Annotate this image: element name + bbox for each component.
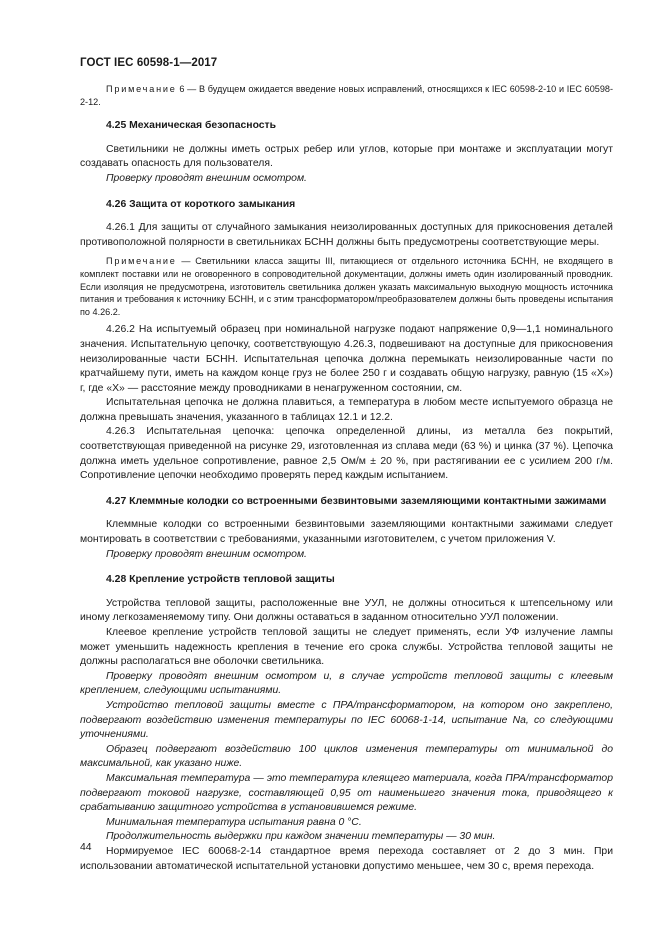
paragraph-italic: Максимальная температура — это температура клеящего материала, когда ПРА/трансформатор подвергают токовой нагрузке, составляющей 0,95 от наименьшего значения тока, приводящего к срабатыванию защитного устройства в установившемся режиме.	[80, 772, 613, 814]
note-text: 6 — В будущем ожидается введение новых исправлений, относящихся к IEC 60598-2-10 и IEC 60598-2-12.	[80, 84, 613, 107]
paragraph: 4.26.2 На испытуемый образец при номинальной нагрузке подают напряжение 0,9—1,1 номинального значения. Испытательную цепочку, соответствующую 4.26.3, подвешивают на доступные для прикосновения неизолированные части БСНН. Испытательная цепочка должна перемыкать неизолированные части по кратчайшему пути, иметь на каждом конце груз не более 250 г и создавать общую нагрузку, равную (15 «X») г, где «X» — расстояние между проводниками в ненагруженном состоянии, см.	[80, 324, 613, 394]
paragraph: Светильники не должны иметь острых ребер или углов, которые при монтаже и эксплуатации могут создавать опасность для пользователя.	[80, 143, 613, 170]
paragraph-italic: Устройство тепловой защиты вместе с ПРА/трансформатором, на котором оно закреплено, подвергают воздействию изменения температуры по IEC 60068-1-14, испытание Na, со следующими уточнениями.	[80, 699, 613, 741]
paragraph: Устройства тепловой защиты, расположенные вне УУЛ, не должны относиться к штепсельному или иному легкозаменяемому типу. Они должны оставаться в заданном относительно УУЛ положении.	[80, 597, 613, 624]
section-heading-4-28: 4.28 Крепление устройств тепловой защиты	[106, 574, 335, 586]
section-heading-4-26: 4.26 Защита от короткого замыкания	[106, 198, 296, 210]
paragraph-italic: Минимальная температура испытания равна 0 °С.	[106, 816, 362, 828]
paragraph: Клеммные колодки со встроенными безвинтовыми заземляющими контактными зажимами следует монтировать в соответствии с требованиями, указанными изготовителем, с учетом приложения V.	[80, 519, 613, 546]
note-label: Примечание	[106, 256, 177, 267]
paragraph: Нормируемое IEC 60068-2-14 стандартное время перехода составляет от 2 до 3 мин. При использовании автоматической испытательной установки допустимо меньшее, чем 30 с, время перехода.	[80, 845, 613, 872]
note-6	[80, 83, 613, 108]
page-header: ГОСТ IEC 60598-1—2017	[80, 57, 218, 69]
paragraph-italic: Образец подвергают воздействию 100 циклов изменения температуры от минимальной до максимальной, как указано ниже.	[80, 743, 613, 770]
paragraph-italic: Продолжительность выдержки при каждом значении температуры — 30 мин.	[106, 831, 496, 843]
paragraph-italic: Проверку проводят внешним осмотром.	[106, 548, 307, 560]
note	[80, 255, 613, 318]
paragraph: 4.26.3 Испытательная цепочка: цепочка определенной длины, из металла без покрытий, соответствующая приведенной на рисунке 29, изготовленная из сплава меди (63 %) и цинка (37 %). Цепочка должна иметь удельное сопротивление, равное 2,5 Ом/м ± 20 %, при растягивании ее с усилием 200 г/м. Сопротивление цепочки необходимо проверять перед каждым испытанием.	[80, 426, 613, 482]
paragraph: Клеевое крепление устройств тепловой защиты не следует применять, если УФ излучение лампы может уменьшить надежность крепления в течение его срока службы. Устройства тепловой защиты не должны располагаться вне оболочки светильника.	[80, 627, 613, 668]
section-heading-4-25: 4.25 Механическая безопасность	[106, 120, 277, 132]
section-heading-4-27: 4.27 Клеммные колодки со встроенными безвинтовыми заземляющими контактными зажимами	[106, 495, 607, 507]
page-number: 44	[80, 842, 92, 853]
paragraph-italic: Проверку проводят внешним осмотром и, в случае устройств тепловой защиты с клеевым креплением, следующими испытаниями.	[80, 670, 613, 697]
note-label: Примечание	[106, 84, 177, 94]
paragraph: Испытательная цепочка не должна плавиться, а температура в любом месте испытуемого образца не должна превышать значения, указанного в таблицах 12.1 и 12.2.	[80, 397, 613, 423]
paragraph-italic: Проверку проводят внешним осмотром.	[106, 172, 307, 184]
note-text: — Светильники класса защиты III, питающиеся от отдельного источника БСНН, не входящего в комплект поставки или не оговоренного в сопроводительной документации, должны иметь один изолированный проводник. Если изоляция не предусмотрена, изготовитель светильника должен указать максимальную выходную мощность источника питания и требования к источнику БСНН, и с этим трансформатором/преобразователем должны быть проведены испытания по 4.26.2.	[80, 256, 613, 317]
paragraph: 4.26.1 Для защиты от случайного замыкания неизолированных доступных для прикосновения деталей противоположной полярности в светильниках БСНН должны быть предусмотрены соответствующие меры.	[80, 222, 613, 248]
